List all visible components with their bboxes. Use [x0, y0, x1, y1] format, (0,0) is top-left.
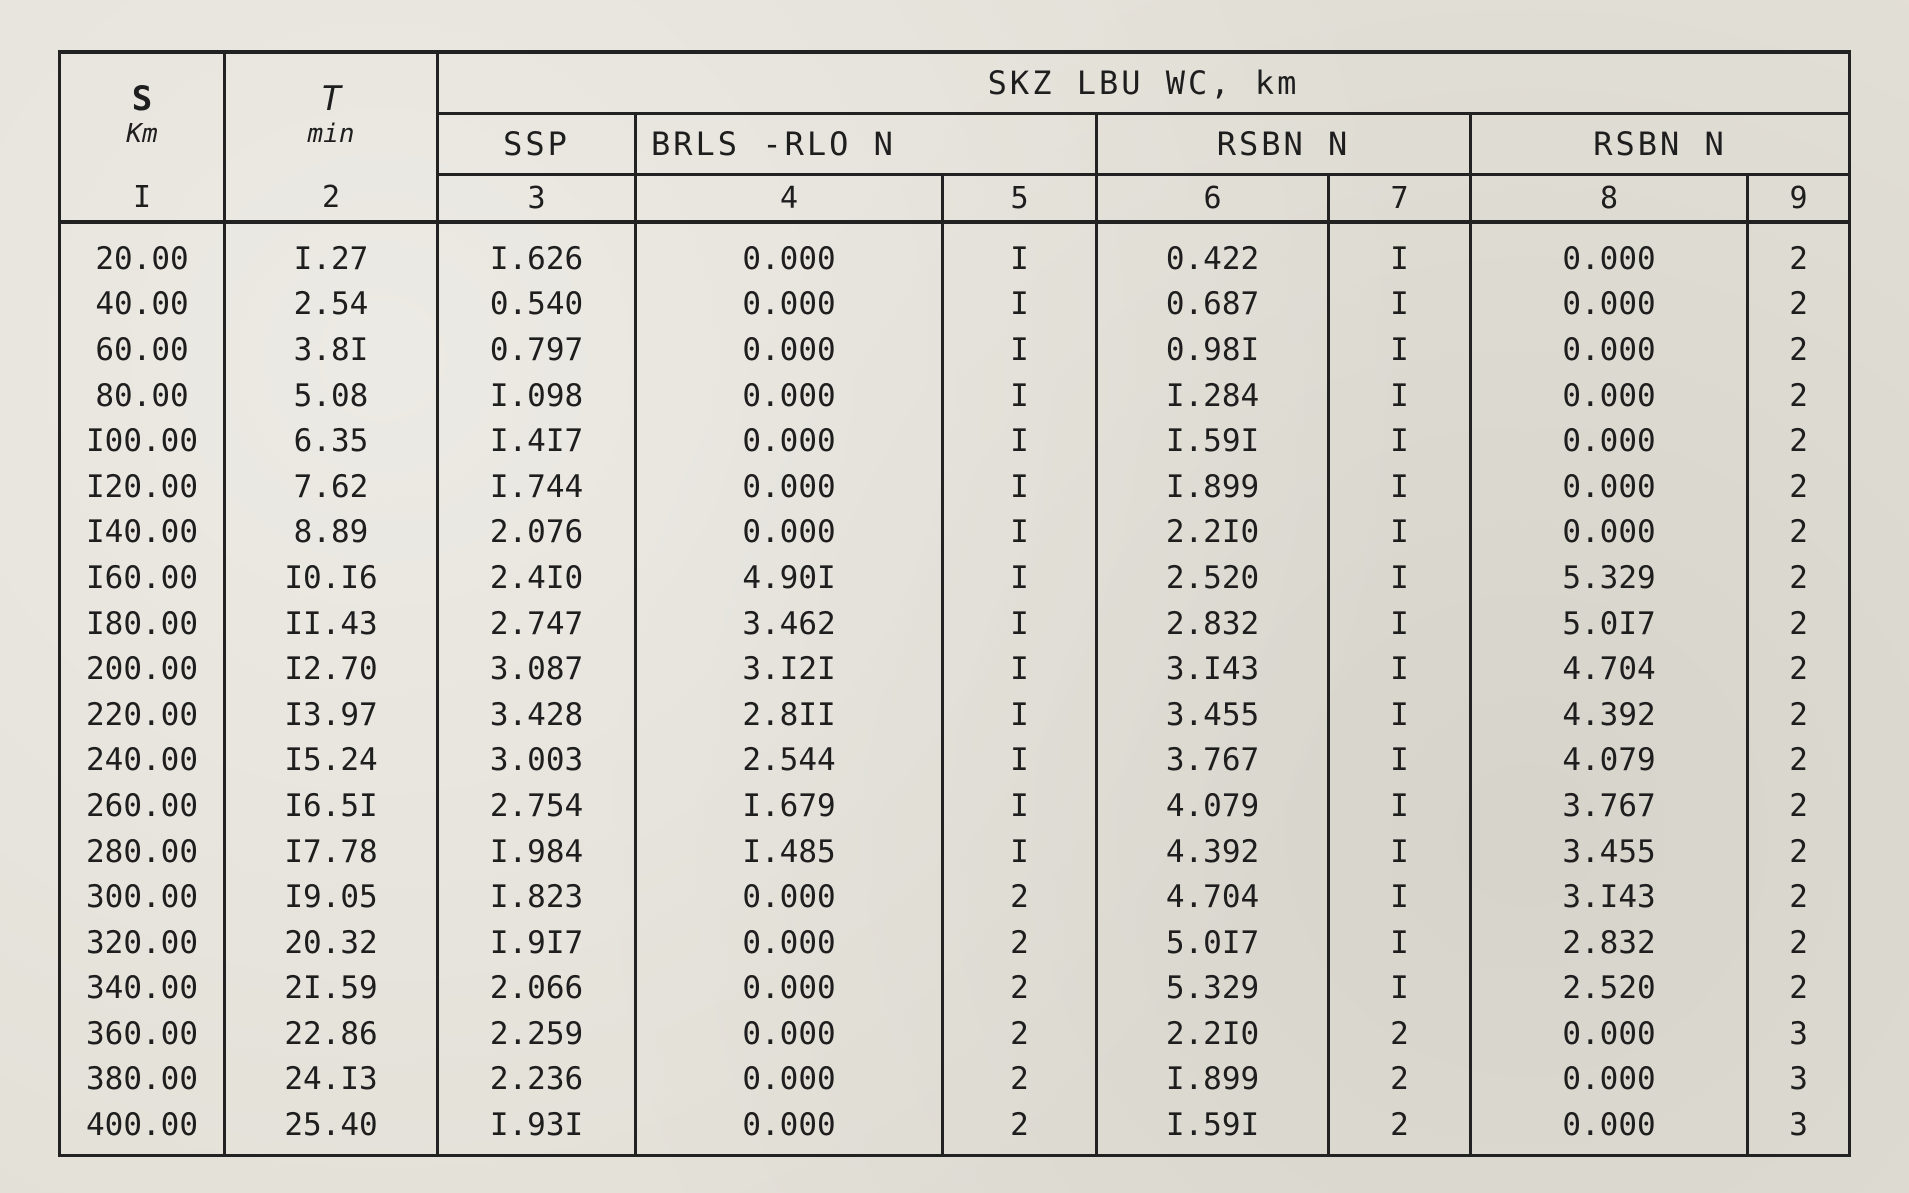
table-cell: 0.000 — [636, 1057, 943, 1103]
table-cell: I.59I — [1097, 1102, 1329, 1155]
table-cell: I — [1329, 464, 1471, 510]
table-cell: I.679 — [636, 783, 943, 829]
table-cell: 2 — [1748, 282, 1850, 328]
table-cell: 2 — [1748, 418, 1850, 464]
table-cell: I — [1329, 373, 1471, 419]
table-cell: 40.00 — [60, 282, 225, 328]
table-cell: 0.000 — [636, 327, 943, 373]
header-t-label: T — [320, 79, 342, 120]
table-cell: I.93I — [438, 1102, 636, 1155]
table-cell: 0.540 — [438, 282, 636, 328]
table-cell: 2 — [1748, 373, 1850, 419]
table-cell: 8.89 — [225, 510, 438, 556]
table-cell: I — [943, 464, 1097, 510]
header-t — [225, 52, 438, 175]
table-cell: 0.000 — [636, 966, 943, 1012]
table-cell: I — [943, 601, 1097, 647]
table-cell: 0.000 — [1471, 1102, 1748, 1155]
table-cell: 4.392 — [1471, 692, 1748, 738]
table-cell: I6.5I — [225, 783, 438, 829]
table-cell: 3.455 — [1471, 829, 1748, 875]
table-cell: 2 — [1748, 327, 1850, 373]
table-cell: 2 — [1748, 692, 1850, 738]
table-cell: 2.236 — [438, 1057, 636, 1103]
table-cell: I.098 — [438, 373, 636, 419]
table-cell: 3.428 — [438, 692, 636, 738]
table-cell: 80.00 — [60, 373, 225, 419]
table-cell: 2 — [1748, 874, 1850, 920]
table-cell: 2 — [1329, 1102, 1471, 1155]
table-cell: 3.8I — [225, 327, 438, 373]
table-cell: 5.08 — [225, 373, 438, 419]
table-cell: 22.86 — [225, 1011, 438, 1057]
table-cell: 0.000 — [1471, 222, 1748, 282]
table-cell: 3 — [1748, 1057, 1850, 1103]
table-cell: 3.455 — [1097, 692, 1329, 738]
table-cell: 2.520 — [1471, 966, 1748, 1012]
table-cell: 0.000 — [1471, 510, 1748, 556]
table-cell: I7.78 — [225, 829, 438, 875]
table-cell: 0.000 — [1471, 1057, 1748, 1103]
table-cell: I2.70 — [225, 646, 438, 692]
table-cell: I00.00 — [60, 418, 225, 464]
table-cell: 2.4I0 — [438, 555, 636, 601]
table-cell: 2 — [1748, 464, 1850, 510]
table-cell: 0.000 — [1471, 282, 1748, 328]
table-cell: 200.00 — [60, 646, 225, 692]
col-number: 5 — [943, 175, 1097, 223]
table-cell: 2 — [943, 1102, 1097, 1155]
col-number: 7 — [1329, 175, 1471, 223]
table-cell: 0.687 — [1097, 282, 1329, 328]
table-cell: I — [943, 327, 1097, 373]
table-cell: 260.00 — [60, 783, 225, 829]
table-row — [60, 373, 1850, 419]
table-cell: I9.05 — [225, 874, 438, 920]
table-row — [60, 646, 1850, 692]
table-cell: I — [1329, 282, 1471, 328]
table-cell: 2.259 — [438, 1011, 636, 1057]
table-row — [60, 783, 1850, 829]
table-cell: I — [943, 783, 1097, 829]
table-cell: 4.079 — [1097, 783, 1329, 829]
table-cell: I60.00 — [60, 555, 225, 601]
table-cell: 2 — [943, 966, 1097, 1012]
table-row — [60, 829, 1850, 875]
table-row — [60, 920, 1850, 966]
table-cell: 0.000 — [1471, 1011, 1748, 1057]
table-cell: 2.2I0 — [1097, 1011, 1329, 1057]
table-cell: I.59I — [1097, 418, 1329, 464]
table-cell: I — [1329, 738, 1471, 784]
table-cell: 4.90I — [636, 555, 943, 601]
table-cell: 5.0I7 — [1097, 920, 1329, 966]
col-number: I — [60, 175, 225, 223]
table-cell: I — [943, 829, 1097, 875]
table-cell: 3.I2I — [636, 646, 943, 692]
table-cell: 3.003 — [438, 738, 636, 784]
table-cell: 0.98I — [1097, 327, 1329, 373]
table-cell: 0.000 — [636, 920, 943, 966]
table-cell: I.27 — [225, 222, 438, 282]
table-cell: 2.2I0 — [1097, 510, 1329, 556]
table-cell: 2.832 — [1097, 601, 1329, 647]
table-cell: 300.00 — [60, 874, 225, 920]
table-cell: I — [943, 646, 1097, 692]
table-cell: 2I.59 — [225, 966, 438, 1012]
table-cell: 2.54 — [225, 282, 438, 328]
col-number: 3 — [438, 175, 636, 223]
table-cell: 360.00 — [60, 1011, 225, 1057]
table-row — [60, 738, 1850, 784]
table-cell: I — [1329, 874, 1471, 920]
col-number: 6 — [1097, 175, 1329, 223]
table-cell: I.823 — [438, 874, 636, 920]
header-s-unit: Km — [126, 119, 158, 150]
table-cell: 24.I3 — [225, 1057, 438, 1103]
header-t-unit: min — [307, 119, 355, 150]
table-cell: 60.00 — [60, 327, 225, 373]
table-cell: 2 — [943, 920, 1097, 966]
table-cell: 4.392 — [1097, 829, 1329, 875]
header-s — [60, 52, 225, 175]
table-cell: I5.24 — [225, 738, 438, 784]
table-cell: I — [1329, 783, 1471, 829]
table-cell: 0.000 — [636, 874, 943, 920]
table-cell: 0.000 — [636, 1102, 943, 1155]
table-cell: 4.079 — [1471, 738, 1748, 784]
table-row — [60, 692, 1850, 738]
table-row — [60, 418, 1850, 464]
table-cell: 2 — [1748, 829, 1850, 875]
header-ssp: SSP — [438, 114, 636, 175]
table-cell: 0.422 — [1097, 222, 1329, 282]
table-cell: 0.000 — [1471, 418, 1748, 464]
table-cell: I — [943, 738, 1097, 784]
table-cell: I — [943, 282, 1097, 328]
table-cell: 2.544 — [636, 738, 943, 784]
table-cell: I.744 — [438, 464, 636, 510]
table-cell: I — [943, 510, 1097, 556]
table-cell: 3.462 — [636, 601, 943, 647]
table-cell: 400.00 — [60, 1102, 225, 1155]
table-cell: 3.I43 — [1471, 874, 1748, 920]
table-cell: I — [1329, 646, 1471, 692]
table-cell: II.43 — [225, 601, 438, 647]
table-cell: I20.00 — [60, 464, 225, 510]
table-cell: I.284 — [1097, 373, 1329, 419]
table-row — [60, 510, 1850, 556]
table-row — [60, 1102, 1850, 1155]
table-cell: I.626 — [438, 222, 636, 282]
table-cell: 2 — [1329, 1057, 1471, 1103]
col-number: 2 — [225, 175, 438, 223]
table-cell: 5.329 — [1471, 555, 1748, 601]
table-cell: 2.832 — [1471, 920, 1748, 966]
table-cell: 20.32 — [225, 920, 438, 966]
table-cell: 3.I43 — [1097, 646, 1329, 692]
table-cell: 2 — [1748, 646, 1850, 692]
table-cell: 0.000 — [636, 222, 943, 282]
table-cell: I.4I7 — [438, 418, 636, 464]
table-cell: 2 — [1748, 601, 1850, 647]
table-row — [60, 464, 1850, 510]
table-cell: I3.97 — [225, 692, 438, 738]
col-number: 9 — [1748, 175, 1850, 223]
table-cell: 0.000 — [1471, 327, 1748, 373]
table-row — [60, 966, 1850, 1012]
table-cell: I — [1329, 418, 1471, 464]
table-cell: I — [1329, 601, 1471, 647]
table-cell: I.899 — [1097, 464, 1329, 510]
table-cell: 7.62 — [225, 464, 438, 510]
table-cell: I.9I7 — [438, 920, 636, 966]
table-row — [60, 1011, 1850, 1057]
table-cell: 220.00 — [60, 692, 225, 738]
table-cell: 3.767 — [1097, 738, 1329, 784]
table-cell: 0.797 — [438, 327, 636, 373]
table-cell: 2.747 — [438, 601, 636, 647]
header-brls: BRLS -RLO N — [636, 114, 1097, 175]
table-cell: 0.000 — [1471, 464, 1748, 510]
table-cell: 0.000 — [636, 373, 943, 419]
table-cell: 3.087 — [438, 646, 636, 692]
header-group-title: SKZ LBU WC, km — [438, 52, 1850, 114]
table-cell: 0.000 — [636, 510, 943, 556]
table-cell: 2 — [1748, 966, 1850, 1012]
table-cell: 25.40 — [225, 1102, 438, 1155]
table-cell: 2 — [943, 874, 1097, 920]
table-cell: 5.329 — [1097, 966, 1329, 1012]
table-cell: 0.000 — [636, 282, 943, 328]
table-cell: I — [943, 222, 1097, 282]
table-cell: I — [943, 373, 1097, 419]
table-row — [60, 327, 1850, 373]
table-cell: I — [943, 555, 1097, 601]
header-rsbn-b: RSBN N — [1471, 114, 1850, 175]
table-cell: 0.000 — [636, 1011, 943, 1057]
table-cell: I80.00 — [60, 601, 225, 647]
table-cell: 3 — [1748, 1102, 1850, 1155]
table-cell: 0.000 — [1471, 373, 1748, 419]
table-cell: 280.00 — [60, 829, 225, 875]
table-cell: 3.767 — [1471, 783, 1748, 829]
table-cell: 2.754 — [438, 783, 636, 829]
table-cell: 2 — [1748, 510, 1850, 556]
table-cell: 5.0I7 — [1471, 601, 1748, 647]
table-cell: 2.076 — [438, 510, 636, 556]
table-cell: I — [1329, 920, 1471, 966]
table-cell: 20.00 — [60, 222, 225, 282]
table-body — [60, 222, 1850, 1155]
table-cell: I — [1329, 555, 1471, 601]
table-cell: 320.00 — [60, 920, 225, 966]
table-row — [60, 282, 1850, 328]
table-cell: I — [1329, 222, 1471, 282]
table-cell: 0.000 — [636, 464, 943, 510]
table-cell: I.899 — [1097, 1057, 1329, 1103]
table-cell: 240.00 — [60, 738, 225, 784]
header-s-label: S — [131, 79, 153, 120]
table-cell: 2.8II — [636, 692, 943, 738]
table-row — [60, 555, 1850, 601]
table-row — [60, 874, 1850, 920]
table-cell: I — [1329, 327, 1471, 373]
table-cell: 380.00 — [60, 1057, 225, 1103]
table-cell: I — [1329, 510, 1471, 556]
col-number: 4 — [636, 175, 943, 223]
table-cell: 2.520 — [1097, 555, 1329, 601]
table-cell: 0.000 — [636, 418, 943, 464]
table-cell: I0.I6 — [225, 555, 438, 601]
table-cell: 2 — [943, 1057, 1097, 1103]
data-table — [58, 50, 1851, 1157]
table-cell: 2 — [1748, 738, 1850, 784]
table-cell: 2 — [1748, 783, 1850, 829]
table-cell: I — [943, 692, 1097, 738]
table-cell: 3 — [1748, 1011, 1850, 1057]
table-cell: I — [943, 418, 1097, 464]
table-cell: I — [1329, 692, 1471, 738]
table-cell: I40.00 — [60, 510, 225, 556]
table-row — [60, 1057, 1850, 1103]
table-cell: I — [1329, 966, 1471, 1012]
table-cell: I.485 — [636, 829, 943, 875]
table-cell: 2 — [1748, 222, 1850, 282]
table-cell: 2 — [943, 1011, 1097, 1057]
table-cell: 2.066 — [438, 966, 636, 1012]
table-cell: I — [1329, 829, 1471, 875]
table-cell: I.984 — [438, 829, 636, 875]
col-number: 8 — [1471, 175, 1748, 223]
table-cell: 2 — [1329, 1011, 1471, 1057]
table-row — [60, 222, 1850, 282]
table-cell: 4.704 — [1097, 874, 1329, 920]
table-cell: 2 — [1748, 920, 1850, 966]
table-cell: 340.00 — [60, 966, 225, 1012]
table-row — [60, 601, 1850, 647]
header-rsbn-a: RSBN N — [1097, 114, 1471, 175]
table-cell: 4.704 — [1471, 646, 1748, 692]
table-cell: 2 — [1748, 555, 1850, 601]
table-cell: 6.35 — [225, 418, 438, 464]
